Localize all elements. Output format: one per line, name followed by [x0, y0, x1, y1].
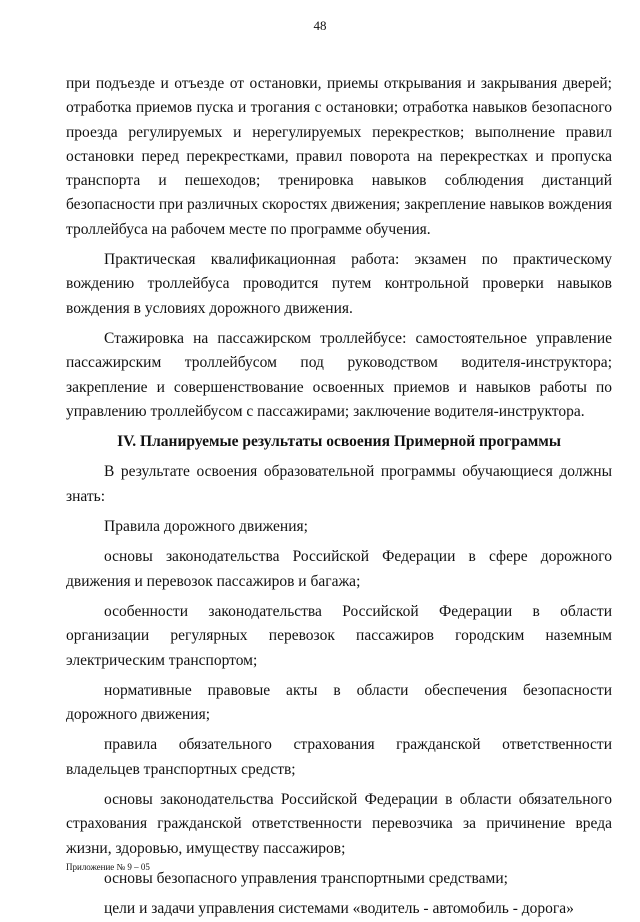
outcome-item: Правила дорожного движения;	[104, 518, 308, 536]
outcome-item: цели и задачи управления системами «водитель - автомобиль - дорога»	[104, 900, 574, 918]
paragraph-qualification-exam: Практическая квалификационная работа: экзамен по практическому вождению троллейбуса проводится путем контрольной проверки навыков вождения в условиях дорожного движения.	[66, 251, 612, 317]
learning-outcomes-intro: В результате освоения образовательной программы обучающиеся должны знать:	[66, 463, 612, 505]
outcome-item: особенности законодательства Российской Федерации в области организации регулярных перевозок пассажиров городским наземным электрическим транспортом;	[66, 602, 612, 669]
outcome-item: правила обязательного страхования гражданской ответственности владельцев транспортных средств;	[66, 736, 612, 778]
page-number: 48	[313, 18, 327, 33]
section-heading: IV. Планируемые результаты освоения Примерной программы	[117, 433, 561, 451]
paragraph-driving-practice: при подъезде и отъезде от остановки, приемы открывания и закрывания дверей; отработка приемов пуска и трогания с остановки; отработка навыков безопасного проезда регулируемых и нерегулируемых перекрестков; выполнение правил остановки перед перекрестками, правил поворота на перекрестках и пропуска транспорта и пешеходов; тренировка навыков соблюдения дистанций безопасности при различных скоростях движения; закрепление навыков вождения троллейбуса на рабочем месте по программе обучения.	[66, 75, 612, 238]
paragraph-internship: Стажировка на пассажирском троллейбусе: самостоятельное управление пассажирским троллейбусом под руководством водителя-инструктора; закрепление и совершенствование освоенных приемов и навыков работы по управлению троллейбусом с пассажирами; заключение водителя-инструктора.	[66, 329, 612, 420]
page-footer: Приложение № 9 – 05	[66, 862, 150, 872]
outcome-item: основы безопасного управления транспортными средствами;	[104, 869, 508, 887]
outcome-item: нормативные правовые акты в области обеспечения безопасности дорожного движения;	[66, 681, 612, 724]
outcome-item: основы законодательства Российской Федерации в сфере дорожного движения и перевозок пассажиров и багажа;	[66, 548, 612, 590]
document-body	[66, 72, 612, 922]
outcome-item: основы законодательства Российской Федерации в области обязательного страхования гражданской ответственности перевозчика за причинение вреда жизни, здоровью, имуществу пассажиров;	[66, 791, 612, 857]
